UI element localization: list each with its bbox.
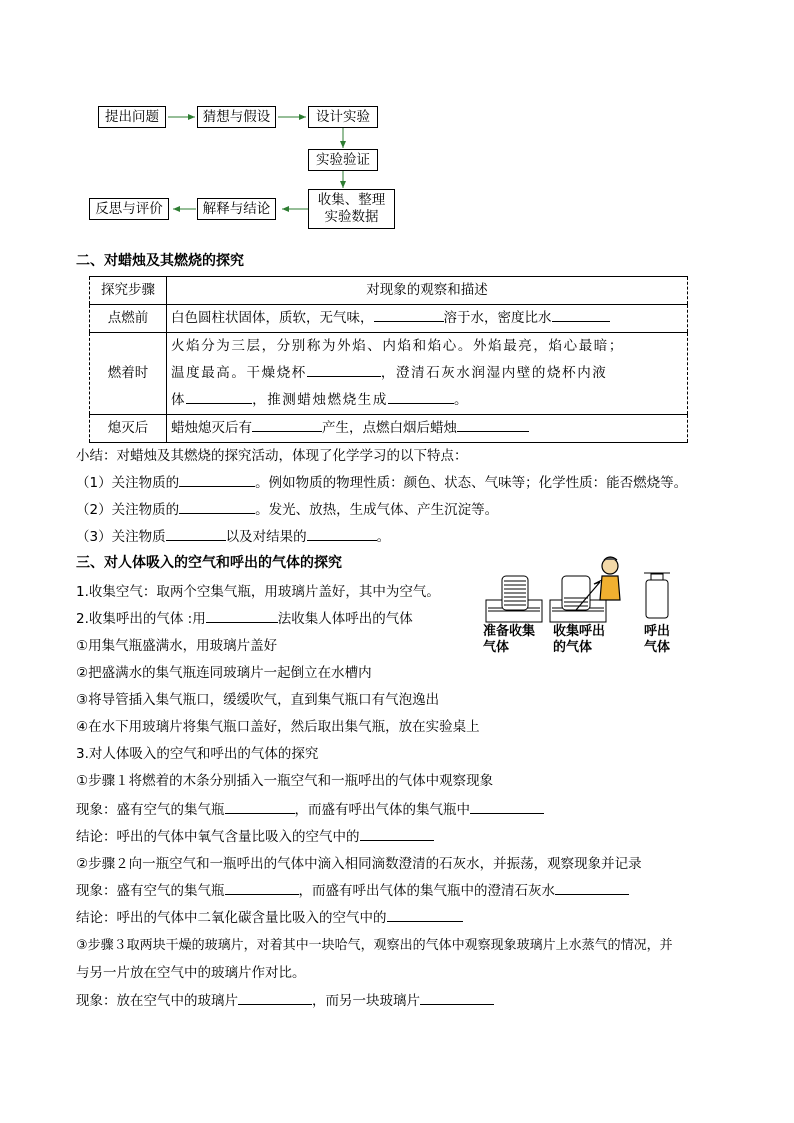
flow-collect-line2: 实验数据 [324, 209, 379, 225]
flow-design: 设计实验 [308, 106, 378, 128]
line-text: 现象：盛有空气的集气瓶 [76, 883, 225, 899]
flow-propose: 提出问题 [98, 106, 166, 128]
row-text: 温度最高。干燥烧杯 [171, 365, 307, 381]
line-text: 2.收集呼出的气体 :用 [76, 611, 206, 627]
answer-blank [552, 320, 610, 322]
caption-exhaled [644, 624, 670, 656]
s3-line [76, 798, 544, 818]
table-row [90, 305, 688, 333]
flow-collect-line1: 收集、整理 [317, 192, 386, 208]
s3-line: ④在水下用玻璃片将集气瓶口盖好，然后取出集气瓶，放在实验桌上 [76, 719, 480, 735]
answer-blank [307, 539, 377, 541]
s3-line [76, 879, 629, 899]
point-text: 。 [376, 529, 391, 545]
table-head-desc: 对现象的观察和描述 [167, 277, 688, 305]
caption-text: 收集呼出 [553, 624, 606, 639]
caption-text: 呼出 [644, 624, 671, 639]
answer-blank [225, 893, 299, 895]
s3-line [76, 607, 413, 627]
answer-blank [307, 375, 381, 377]
row-text-line2 [171, 360, 683, 387]
row-step-burning: 燃着时 [90, 333, 167, 415]
answer-blank [252, 430, 322, 432]
s3-line: ①步骤１将燃着的木条分别插入一瓶空气和一瓶呼出的气体中观察现象 [76, 773, 494, 789]
row-text: 火焰分为三层，分别称为外焰、内焰和焰心。外焰最亮，焰心最暗； [171, 338, 624, 354]
answer-blank [388, 402, 454, 404]
s3-line: ①用集气瓶盛满水，用玻璃片盖好 [76, 638, 278, 654]
point-text: 。发光、放热，生成气体、产生沉淀等。 [255, 502, 499, 518]
answer-blank [206, 621, 278, 623]
point-text: （2）关注物质的 [76, 502, 180, 518]
answer-blank [179, 512, 255, 514]
answer-blank [166, 539, 226, 541]
row-text: 溶于水，密度比水 [443, 310, 552, 326]
caption-prepare [483, 624, 535, 656]
row-desc-burning [167, 333, 688, 415]
s3-line [76, 989, 494, 1009]
s3-line: ②把盛满水的集气瓶连同玻璃片一起倒立在水槽内 [76, 665, 372, 681]
table-row [90, 333, 688, 415]
caption-text: 气体 [644, 640, 671, 655]
s3-line: 1.收集空气：取两个空集气瓶，用玻璃片盖好，其中为空气。 [76, 584, 440, 600]
answer-blank [555, 893, 629, 895]
answer-blank [420, 1003, 494, 1005]
flow-reflect: 反思与评价 [89, 198, 169, 220]
row-step-after: 熄灭后 [90, 415, 167, 443]
s3-line: 与另一片放在空气中的玻璃片作对比。 [76, 965, 306, 981]
answer-blank [238, 1003, 312, 1005]
s3-line: ③将导管插入集气瓶口，缓缓吹气，直到集气瓶口有气泡逸出 [76, 692, 440, 708]
row-text: 蜡烛熄灭后有 [171, 420, 252, 436]
s3-line [76, 906, 463, 926]
s3-line: 3.对人体吸入的空气和呼出的气体的探究 [76, 746, 319, 762]
caption-text: 的气体 [553, 640, 593, 655]
flow-collect [308, 189, 395, 229]
line-text: 现象：放在空气中的玻璃片 [76, 993, 238, 1009]
row-text: 体 [171, 392, 187, 408]
line-text: 结论：呼出的气体中氧气含量比吸入的空气中的 [76, 829, 360, 845]
caption-text: 气体 [483, 640, 510, 655]
row-text: 白色圆柱状固体，质软，无气味， [171, 310, 374, 326]
line-text: 结论：呼出的气体中二氧化碳含量比吸入的空气中的 [76, 910, 387, 926]
section2-title: 二、对蜡烛及其燃烧的探究 [76, 253, 244, 269]
gas-bottle-icon [502, 576, 528, 610]
point-text: 。例如物质的物理性质：颜色、状态、气味等；化学性质：能否燃烧等。 [255, 475, 688, 491]
flow-hypothesis: 猜想与假设 [197, 106, 276, 128]
s3-line: ②步骤２向一瓶空气和一瓶呼出的气体中滴入相同滴数澄清的石灰水，并振荡，观察现象并记录 [76, 856, 642, 872]
apparatus-drawing [480, 552, 680, 626]
row-text: 。 [454, 392, 470, 408]
flow-explain: 解释与结论 [197, 198, 276, 220]
answer-blank [225, 812, 295, 814]
line-text: ，而盛有呼出气体的集气瓶中的澄清石灰水 [298, 883, 555, 899]
caption-collect [553, 624, 605, 656]
row-text: 产生，点燃白烟后蜡烛 [322, 420, 457, 436]
row-desc-before [167, 305, 688, 333]
summary-point-1 [76, 471, 687, 491]
caption-text: 准备收集 [483, 624, 536, 639]
summary-point-3 [76, 525, 390, 545]
answer-blank [179, 485, 255, 487]
flow-verify: 实验验证 [308, 149, 378, 171]
point-text: （1）关注物质的 [76, 475, 180, 491]
point-text: 以及对结果的 [225, 529, 307, 545]
row-text-line3 [171, 387, 683, 414]
candle-table [89, 276, 688, 443]
line-text: ，而另一块玻璃片 [312, 993, 420, 1009]
row-desc-after [167, 415, 688, 443]
s3-line [76, 825, 434, 845]
row-text: ，澄清石灰水润湿内壁的烧杯内液 [380, 365, 608, 381]
answer-blank [360, 839, 434, 841]
point-text: （3）关注物质 [76, 529, 166, 545]
summary-point-2 [76, 498, 498, 518]
line-text: ，而盛有呼出气体的集气瓶中 [294, 802, 470, 818]
answer-blank [457, 430, 529, 432]
section3-title: 三、对人体吸入的空气和呼出的气体的探究 [76, 555, 342, 571]
gas-bottle-icon [644, 573, 670, 618]
answer-blank [470, 812, 544, 814]
answer-blank [186, 402, 252, 404]
s3-line: ③步骤３取两块干燥的玻璃片，对着其中一块哈气，观察出的气体中观察现象玻璃片上水蒸气的情况，并 [76, 938, 673, 953]
answer-blank [387, 920, 463, 922]
table-head-step: 探究步骤 [90, 277, 167, 305]
line-text: 现象：盛有空气的集气瓶 [76, 802, 225, 818]
row-text: ，推测蜡烛燃烧生成 [252, 392, 389, 408]
table-row [90, 415, 688, 443]
answer-blank [374, 320, 444, 322]
summary-line: 小结：对蜡烛及其燃烧的探究活动，体现了化学学习的以下特点： [76, 448, 468, 464]
table-header-row [90, 277, 688, 305]
row-step-before: 点燃前 [90, 305, 167, 333]
line-text: 法收集人体呼出的气体 [277, 611, 413, 627]
